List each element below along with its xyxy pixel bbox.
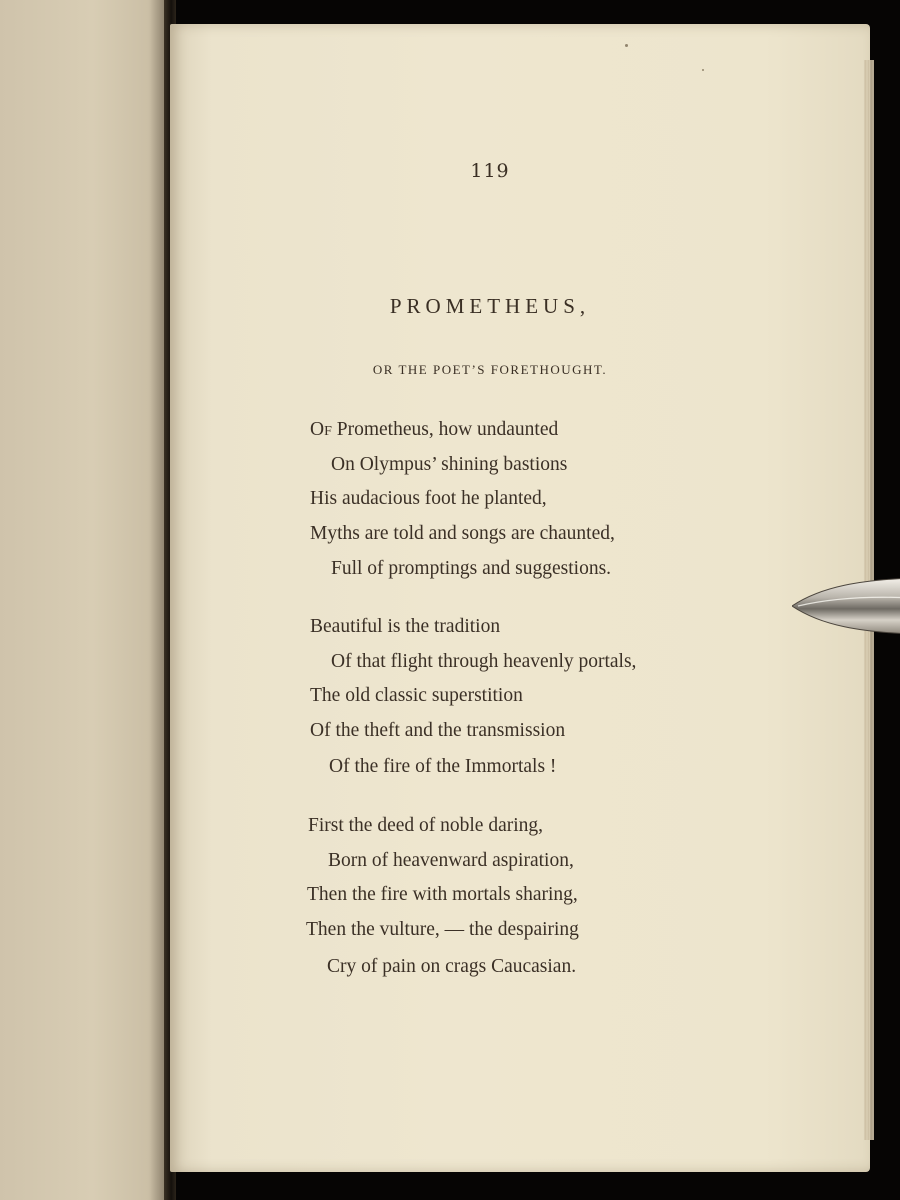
poem-line: Beautiful is the tradition (310, 616, 501, 637)
poem-line: Then the fire with mortals sharing, (307, 884, 578, 905)
poem-line: On Olympus’ shining bastions (331, 454, 568, 475)
poem-line (310, 419, 558, 441)
poem-line: Born of heavenward aspiration, (328, 850, 574, 871)
poem-line: The old classic superstition (310, 685, 523, 706)
poem-line-initial: Of (310, 419, 332, 440)
poem-title: PROMETHEUS, (389, 294, 591, 318)
poem-line-text: Prometheus, how undaunted (331, 419, 559, 440)
poem-line: Of the theft and the transmission (310, 720, 566, 741)
poem-line: Of the fire of the Immortals ! (329, 756, 557, 777)
poem-line: Of that flight through heavenly portals, (331, 651, 637, 672)
poem-line: His audacious foot he planted, (310, 488, 547, 509)
poem-line: Then the vulture, — the despairing (306, 919, 579, 940)
poem-line: Myths are told and songs are chaunted, (310, 523, 615, 544)
poem-line: Full of promptings and suggestions. (331, 558, 612, 579)
page-number: 119 (470, 160, 510, 182)
poem-subtitle: OR THE POET’S FORETHOUGHT. (372, 362, 608, 377)
poem-line: Cry of pain on crags Caucasian. (327, 956, 577, 977)
poem-line: First the deed of noble daring, (308, 815, 544, 836)
